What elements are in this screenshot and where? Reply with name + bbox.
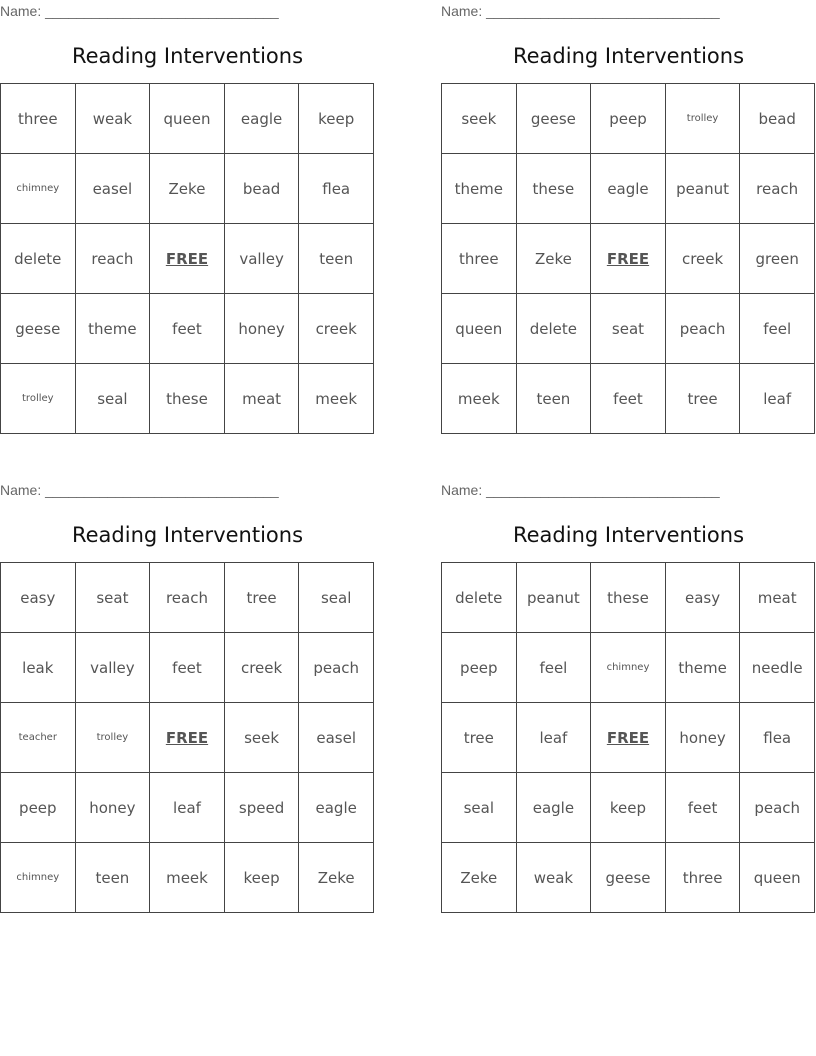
card-title: Reading Interventions xyxy=(71,44,304,68)
bingo-cell: valley xyxy=(75,633,150,703)
bingo-cell: these xyxy=(150,364,225,434)
bingo-cell: meat xyxy=(224,364,299,434)
bingo-cell: feet xyxy=(665,773,740,843)
bingo-cell: needle xyxy=(740,633,815,703)
bingo-cell: queen xyxy=(740,843,815,913)
bingo-cell: peach xyxy=(740,773,815,843)
bingo-cell: easy xyxy=(1,563,76,633)
bingo-cell: chimney xyxy=(1,843,76,913)
bingo-cell: creek xyxy=(224,633,299,703)
bingo-cell: three xyxy=(665,843,740,913)
card-title: Reading Interventions xyxy=(512,523,745,547)
bingo-cell: theme xyxy=(665,633,740,703)
free-space: FREE xyxy=(150,703,225,773)
bingo-cell: feel xyxy=(516,633,591,703)
bingo-row xyxy=(1,563,374,633)
bingo-row xyxy=(1,843,374,913)
bingo-card xyxy=(441,0,816,434)
bingo-cell: seek xyxy=(442,84,517,154)
bingo-row xyxy=(442,843,815,913)
bingo-cell: reach xyxy=(150,563,225,633)
bingo-cell: peanut xyxy=(516,563,591,633)
bingo-cell: teen xyxy=(75,843,150,913)
free-space: FREE xyxy=(150,224,225,294)
bingo-cell: teen xyxy=(299,224,374,294)
name-field-label: Name: ______________________________ xyxy=(441,482,720,498)
bingo-cell: tree xyxy=(665,364,740,434)
bingo-row xyxy=(1,364,374,434)
bingo-cell: seat xyxy=(75,563,150,633)
bingo-cell: trolley xyxy=(665,84,740,154)
bingo-cell: leaf xyxy=(150,773,225,843)
bingo-cell: delete xyxy=(442,563,517,633)
bingo-cell: these xyxy=(591,563,666,633)
bingo-cell: easy xyxy=(665,563,740,633)
bingo-cell: flea xyxy=(740,703,815,773)
card-title: Reading Interventions xyxy=(71,523,304,547)
bingo-cell: flea xyxy=(299,154,374,224)
bingo-cell: green xyxy=(740,224,815,294)
bingo-cell: queen xyxy=(442,294,517,364)
bingo-row xyxy=(442,703,815,773)
bingo-cell: reach xyxy=(740,154,815,224)
bingo-cell: theme xyxy=(75,294,150,364)
bingo-cell: eagle xyxy=(516,773,591,843)
bingo-cell: creek xyxy=(299,294,374,364)
bingo-cell: tree xyxy=(442,703,517,773)
bingo-cell: meek xyxy=(299,364,374,434)
bingo-cell: delete xyxy=(1,224,76,294)
bingo-card xyxy=(0,479,375,913)
bingo-cell: eagle xyxy=(299,773,374,843)
free-space: FREE xyxy=(591,224,666,294)
bingo-cell: creek xyxy=(665,224,740,294)
name-field-label: Name: ______________________________ xyxy=(0,482,279,498)
bingo-cell: eagle xyxy=(591,154,666,224)
bingo-cell: tree xyxy=(224,563,299,633)
bingo-cell: Zeke xyxy=(442,843,517,913)
bingo-cell: chimney xyxy=(1,154,76,224)
free-space: FREE xyxy=(591,703,666,773)
bingo-row xyxy=(442,563,815,633)
bingo-cell: keep xyxy=(299,84,374,154)
bingo-card xyxy=(0,0,375,434)
bingo-row xyxy=(442,773,815,843)
bingo-cell: these xyxy=(516,154,591,224)
bingo-cell: leak xyxy=(1,633,76,703)
name-field-label: Name: ______________________________ xyxy=(0,3,279,19)
bingo-cell: teen xyxy=(516,364,591,434)
bingo-card xyxy=(441,479,816,913)
bingo-cell: easel xyxy=(75,154,150,224)
name-field-label: Name: ______________________________ xyxy=(441,3,720,19)
bingo-cell: three xyxy=(442,224,517,294)
card-title: Reading Interventions xyxy=(512,44,745,68)
bingo-cell: geese xyxy=(591,843,666,913)
bingo-cell: easel xyxy=(299,703,374,773)
bingo-cell: three xyxy=(1,84,76,154)
bingo-cell: trolley xyxy=(75,703,150,773)
bingo-row xyxy=(442,224,815,294)
bingo-cell: Zeke xyxy=(516,224,591,294)
bingo-cell: keep xyxy=(591,773,666,843)
bingo-cell: meek xyxy=(442,364,517,434)
bingo-grid xyxy=(441,562,815,913)
bingo-row xyxy=(442,364,815,434)
bingo-cell: feet xyxy=(150,294,225,364)
bingo-row xyxy=(442,633,815,703)
bingo-cell: reach xyxy=(75,224,150,294)
bingo-cell: meat xyxy=(740,563,815,633)
bingo-cell: keep xyxy=(224,843,299,913)
bingo-row xyxy=(1,294,374,364)
bingo-cell: bead xyxy=(224,154,299,224)
bingo-cell: seal xyxy=(299,563,374,633)
bingo-cell: weak xyxy=(75,84,150,154)
bingo-grid xyxy=(0,562,374,913)
bingo-cell: seal xyxy=(75,364,150,434)
bingo-grid xyxy=(0,83,374,434)
bingo-row xyxy=(442,154,815,224)
bingo-cell: weak xyxy=(516,843,591,913)
bingo-row xyxy=(1,224,374,294)
bingo-cell: peep xyxy=(442,633,517,703)
bingo-cell: honey xyxy=(75,773,150,843)
bingo-cell: peach xyxy=(299,633,374,703)
bingo-cell: seat xyxy=(591,294,666,364)
bingo-row xyxy=(1,84,374,154)
bingo-cell: bead xyxy=(740,84,815,154)
bingo-row xyxy=(442,294,815,364)
bingo-cell: leaf xyxy=(516,703,591,773)
bingo-row xyxy=(442,84,815,154)
bingo-cell: honey xyxy=(665,703,740,773)
bingo-cell: feel xyxy=(740,294,815,364)
bingo-cell: feet xyxy=(150,633,225,703)
bingo-cell: geese xyxy=(516,84,591,154)
bingo-cell: geese xyxy=(1,294,76,364)
bingo-cell: Zeke xyxy=(299,843,374,913)
bingo-cell: honey xyxy=(224,294,299,364)
bingo-cell: speed xyxy=(224,773,299,843)
bingo-row xyxy=(1,703,374,773)
bingo-grid xyxy=(441,83,815,434)
bingo-cell: leaf xyxy=(740,364,815,434)
bingo-cell: seek xyxy=(224,703,299,773)
bingo-cell: chimney xyxy=(591,633,666,703)
bingo-cell: delete xyxy=(516,294,591,364)
bingo-cell: theme xyxy=(442,154,517,224)
bingo-cell: feet xyxy=(591,364,666,434)
bingo-cell: trolley xyxy=(1,364,76,434)
bingo-cell: peanut xyxy=(665,154,740,224)
bingo-cell: teacher xyxy=(1,703,76,773)
bingo-row xyxy=(1,154,374,224)
bingo-cell: peep xyxy=(1,773,76,843)
bingo-cell: queen xyxy=(150,84,225,154)
bingo-cell: meek xyxy=(150,843,225,913)
bingo-cell: eagle xyxy=(224,84,299,154)
bingo-cell: seal xyxy=(442,773,517,843)
bingo-cell: peach xyxy=(665,294,740,364)
bingo-cell: Zeke xyxy=(150,154,225,224)
bingo-row xyxy=(1,633,374,703)
bingo-row xyxy=(1,773,374,843)
bingo-cell: valley xyxy=(224,224,299,294)
bingo-cell: peep xyxy=(591,84,666,154)
